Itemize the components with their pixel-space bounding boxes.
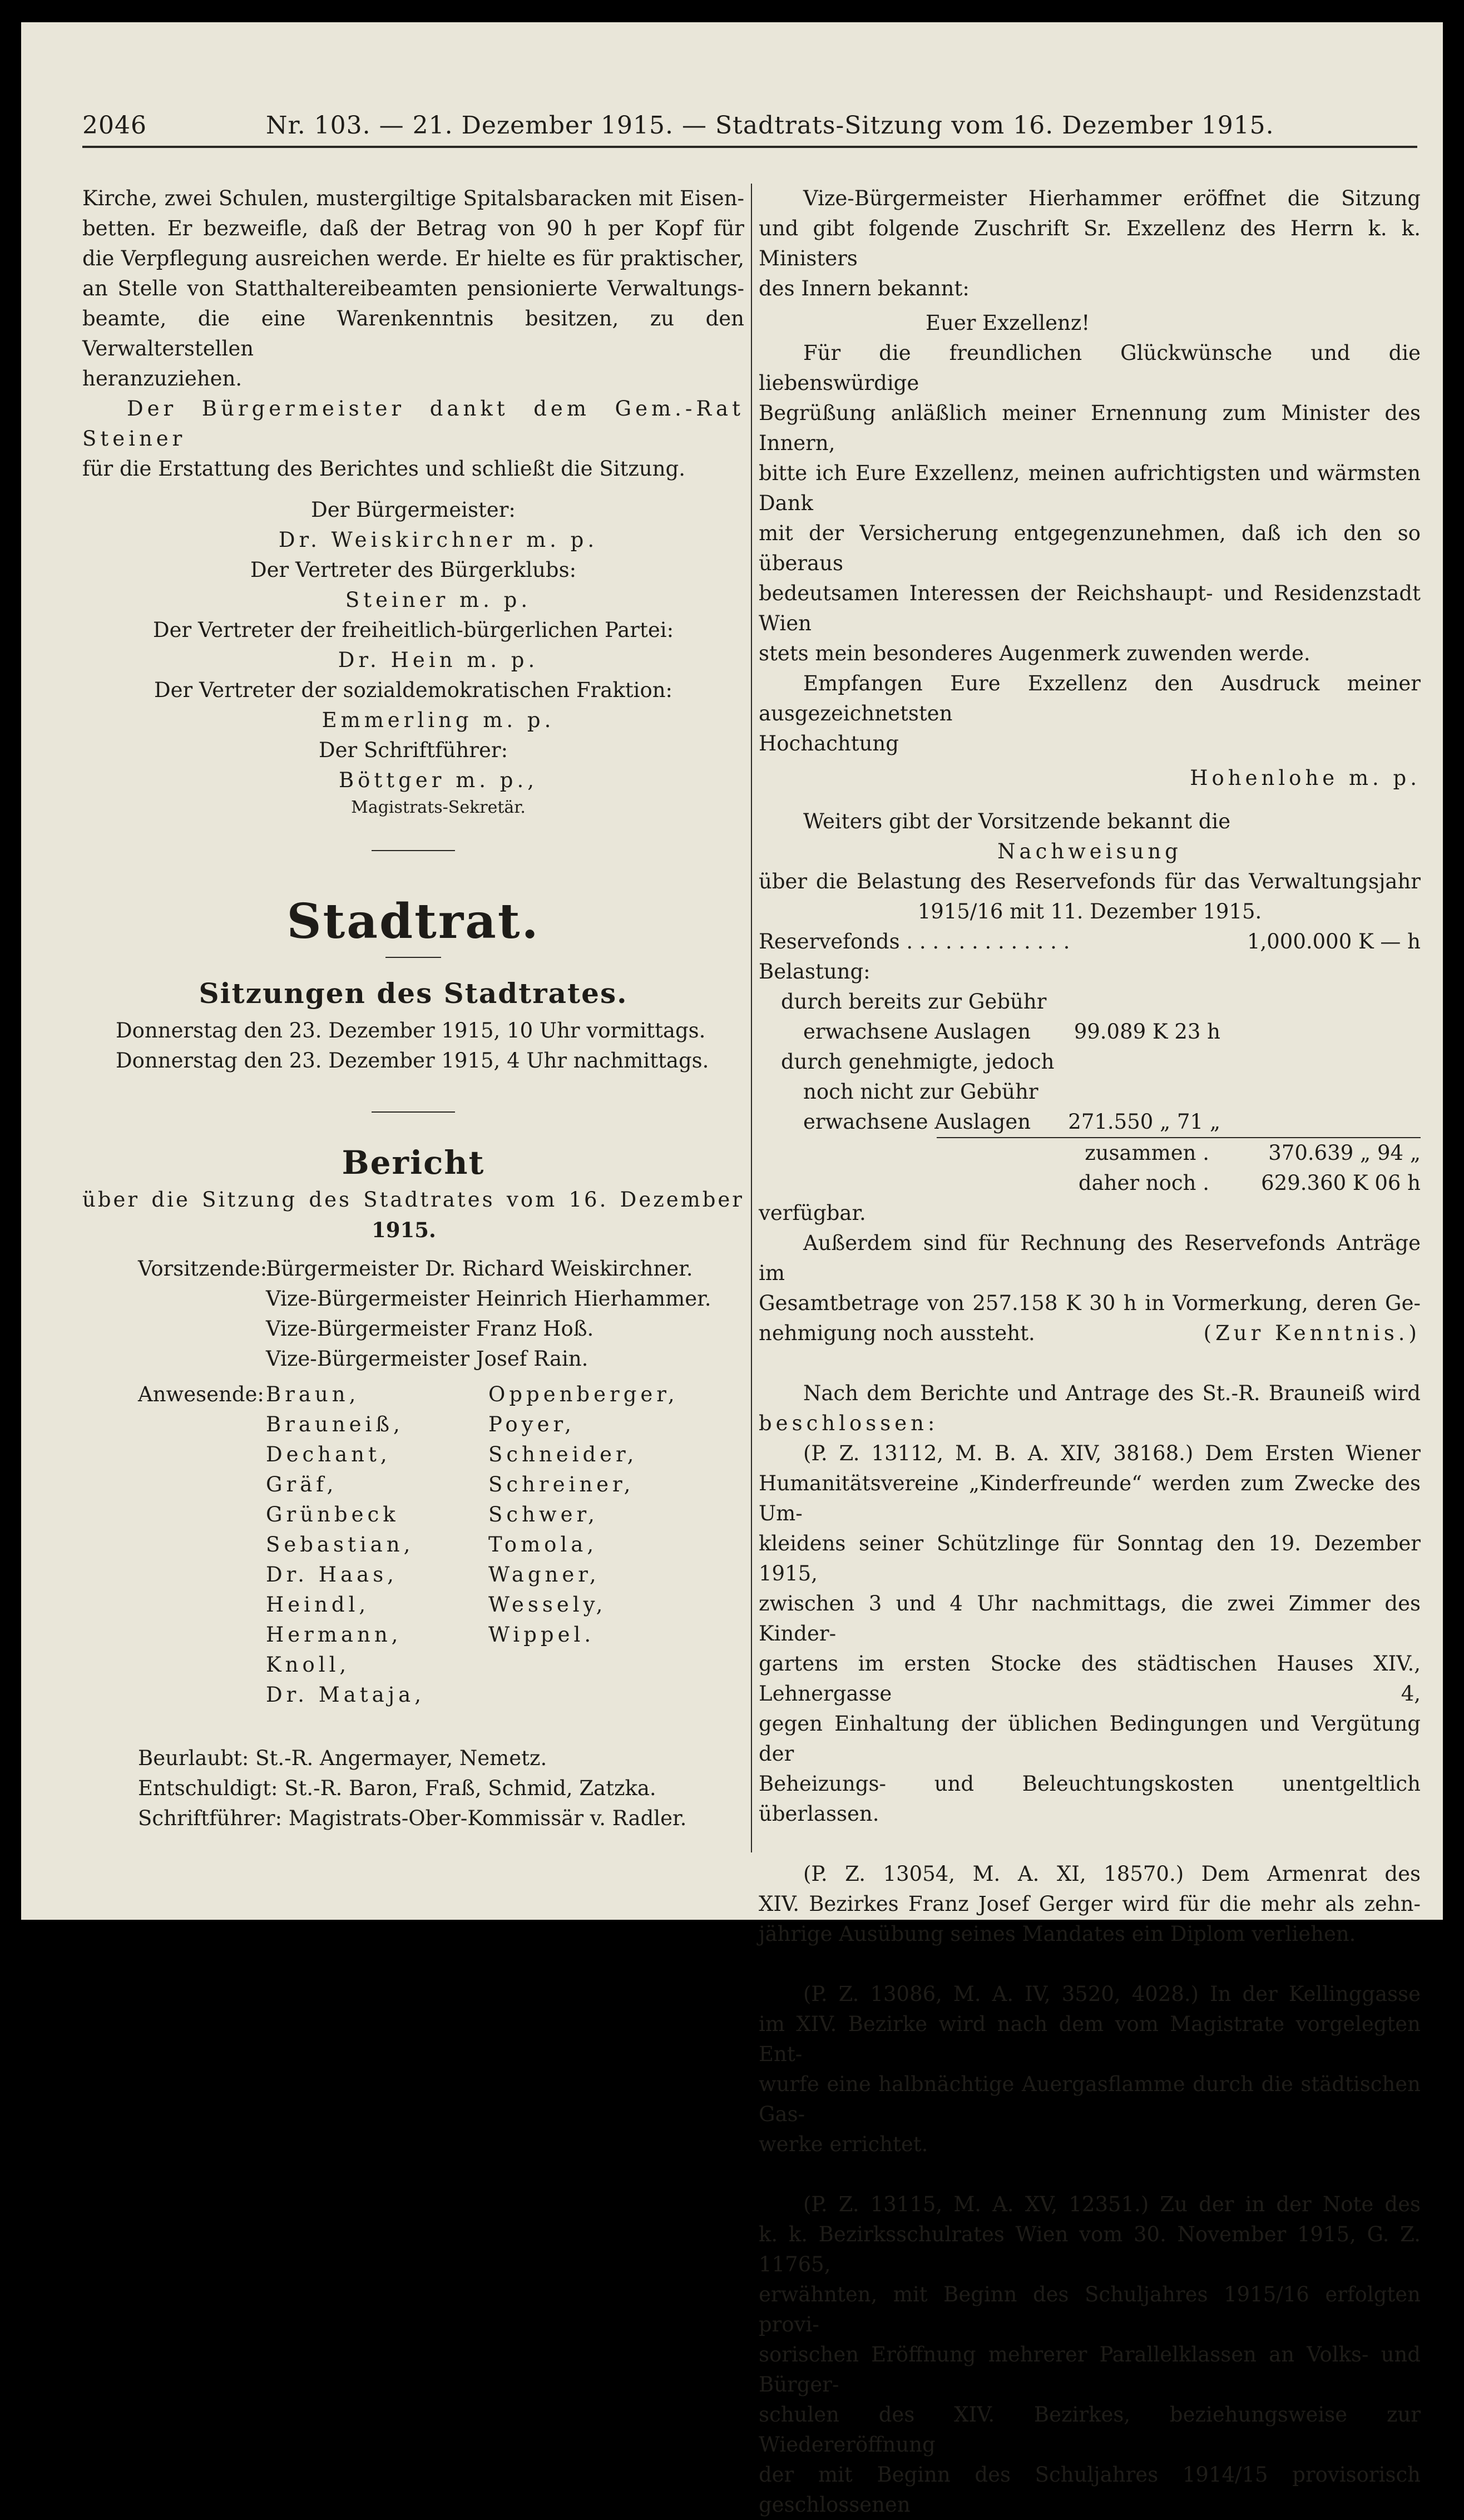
resolution-line: kleidens seiner Schützlinge für Sonntag den 19. Dezember 1915, xyxy=(759,1531,1421,1585)
attendees xyxy=(82,1380,744,1710)
resolution-line: der mit Beginn des Schuljahres 1914/15 provisorisch geschlossenen xyxy=(759,2463,1421,2517)
sitzungen-title: Sitzungen des Stadtrates. xyxy=(199,977,628,1010)
attendee: Knoll, xyxy=(266,1653,350,1677)
belastung-title: über die Belastung des Reservefonds für das Verwaltungsjahr xyxy=(759,869,1421,893)
section-title-stadtrat: Stadtrat. xyxy=(286,893,540,950)
item1-value: 99.089 K 23 h xyxy=(1074,1020,1220,1044)
signature-line: Der Vertreter der sozialdemokratischen Fraktion: xyxy=(154,678,673,702)
resolution-3 xyxy=(759,1979,1421,2129)
attendee: Schreiner, xyxy=(488,1473,635,1496)
text-line: Kirche, zwei Schulen, mustergiltige Spitalsbaracken mit Eisen- xyxy=(82,186,744,210)
mayor-closing-last: für die Erstattung des Berichtes und schließt die Sitzung. xyxy=(82,457,685,481)
resolution-2 xyxy=(759,1859,1421,1919)
nachweisung-title: Nachweisung xyxy=(997,839,1182,863)
attendee: Gräf, xyxy=(266,1473,338,1496)
belastung-label: Belastung: xyxy=(759,960,871,984)
resolution-4 xyxy=(759,2190,1421,2520)
report-ending-paragraph xyxy=(82,184,744,364)
letter-line: bitte ich Eure Exzellenz, meinen aufrichtigsten und wärmsten Dank xyxy=(759,461,1421,515)
letter-signer: Hohenlohe m. p. xyxy=(1190,766,1421,790)
sum-label: zusammen . xyxy=(1085,1141,1209,1165)
reservefonds-value: 1,000.000 K — h xyxy=(1247,930,1421,953)
attendee: Tomola, xyxy=(488,1533,598,1557)
letter-line: mit der Versicherung entgegenzunehmen, daß ich den so überaus xyxy=(759,521,1421,575)
signature-line: Dr. Weiskirchner m. p. xyxy=(278,528,599,552)
resolution-1-last: Beheizungs- und Beleuchtungskosten unentgeltlich überlassen. xyxy=(759,1772,1421,1826)
column-divider xyxy=(751,184,752,1852)
left-column xyxy=(82,184,744,1834)
mayor-closing-line: Der Bürgermeister dankt dem Gem.-Rat Steiner xyxy=(82,397,744,451)
item1-line2: erwachsene Auslagen xyxy=(803,1020,1031,1044)
sum-value: 370.639 „ 94 „ xyxy=(1268,1141,1421,1165)
resolution-line: im XIV. Bezirke wird nach dem vom Magistrate vorgelegten Ent- xyxy=(759,2012,1421,2066)
resolution-line: (P. Z. 13115, M. A. XV, 12351.) Zu der in der Note des xyxy=(803,2192,1421,2216)
item2-line1: durch genehmigte, jedoch xyxy=(781,1050,1055,1074)
separator xyxy=(372,1111,455,1113)
attendee: Schneider, xyxy=(488,1442,638,1466)
attendee: Oppenberger, xyxy=(488,1382,679,1406)
text-line: beamte, die eine Warenkenntnis besitzen, zu den Verwalterstellen xyxy=(82,307,744,360)
text-line: Gesamtbetrage von 257.158 K 30 h in Vormerkung, deren Ge- xyxy=(759,1291,1421,1315)
weiters-line: Weiters gibt der Vorsitzende bekannt die xyxy=(803,809,1231,833)
resolution-line: Humanitätsvereine „Kinderfreunde“ werden zum Zwecke des Um- xyxy=(759,1471,1421,1525)
absentees xyxy=(82,1743,744,1834)
document-page xyxy=(21,22,1443,2517)
signature-block xyxy=(82,495,744,795)
opening-paragraph xyxy=(759,184,1421,274)
chairs-list xyxy=(266,1254,744,1374)
sum-rule xyxy=(937,1137,1421,1138)
item2-value: 271.550 „ 71 „ xyxy=(1068,1110,1220,1134)
chair-line: Vize-Bürgermeister Josef Rain. xyxy=(266,1347,588,1371)
table-row-item2 xyxy=(759,1107,1421,1137)
resolution-line: XIV. Bezirkes Franz Josef Gerger wird für die mehr als zehn- xyxy=(759,1892,1421,1916)
attendee: Dr. Haas, xyxy=(266,1563,398,1587)
signature-line: Der Vertreter des Bürgerklubs: xyxy=(250,558,577,582)
attendee: Brauneiß, xyxy=(266,1412,404,1436)
ausserdem-last-row xyxy=(759,1318,1421,1348)
resolution-line: gartens im ersten Stocke des städtischen Hauses XIV., Lehnergasse 4, xyxy=(759,1652,1421,1706)
absent-line: Beurlaubt: St.-R. Angermayer, Nemetz. xyxy=(138,1746,547,1770)
resolution-line: k. k. Bezirksschulrates Wien vom 30. November 1915, G. Z. 11765, xyxy=(759,2222,1421,2276)
table-row-item1 xyxy=(759,1017,1421,1047)
separator xyxy=(372,850,455,851)
right-column xyxy=(759,184,1421,2520)
reserve-table xyxy=(759,927,1421,1198)
absent-line: Schriftführer: Magistrats-Ober-Kommissär v. Radler. xyxy=(138,1806,687,1830)
resolution-1 xyxy=(759,1439,1421,1769)
page-number: 2046 xyxy=(82,111,147,140)
attendee: Poyer, xyxy=(488,1412,575,1436)
signature-line: Böttger m. p., xyxy=(338,768,538,792)
signature-line: Emmerling m. p. xyxy=(322,708,555,732)
item2-line2: noch nicht zur Gebühr xyxy=(803,1080,1038,1104)
resolution-line: erwähnten, mit Beginn des Schuljahres 1915/16 erfolgten provi- xyxy=(759,2282,1421,2336)
sitzung-line: Donnerstag den 23. Dezember 1915, 10 Uhr vormittags. xyxy=(116,1019,706,1042)
resolution-line: schulen des XIV. Bezirkes, beziehungsweise zur Wiedereröffnung xyxy=(759,2403,1421,2457)
chair-line: Bürgermeister Dr. Richard Weiskirchner. xyxy=(266,1257,693,1281)
signature-line: Der Vertreter der freiheitlich-bürgerlichen Partei: xyxy=(152,618,674,642)
letter-line: bedeutsamen Interessen der Reichshaupt- und Residenzstadt Wien xyxy=(759,581,1421,635)
letter-body xyxy=(759,338,1421,639)
bericht-title: Bericht xyxy=(342,1144,485,1182)
chairs xyxy=(82,1254,744,1374)
signature-line: Der Schriftführer: xyxy=(318,738,508,762)
resolution-line: (P. Z. 13112, M. B. A. XIV, 38168.) Dem Ersten Wiener xyxy=(803,1441,1421,1465)
attendee: Dechant, xyxy=(266,1442,391,1466)
text-line: Außerdem sind für Rechnung des Reservefonds Anträge im xyxy=(759,1231,1421,1285)
letter-line: Begrüßung anläßlich meiner Ernennung zum Minister des Innern, xyxy=(759,401,1421,455)
bericht-subtitle-year: 1915. xyxy=(372,1218,436,1242)
attendee: Wagner, xyxy=(488,1563,600,1587)
signature-line: Der Bürgermeister: xyxy=(311,498,516,522)
signature-line: Dr. Hein m. p. xyxy=(338,648,539,672)
opening-last: des Innern bekannt: xyxy=(759,276,970,300)
item1-line1: durch bereits zur Gebühr xyxy=(781,990,1047,1014)
resolution-3-last: werke errichtet. xyxy=(759,2132,928,2156)
salutation: Euer Exzellenz! xyxy=(926,311,1090,335)
attendees-col-a xyxy=(266,1380,488,1710)
resolution-line: zwischen 3 und 4 Uhr nachmittags, die zwei Zimmer des Kinder- xyxy=(759,1592,1421,1646)
attendee: Braun, xyxy=(266,1382,360,1406)
chair-line: Vize-Bürgermeister Franz Hoß. xyxy=(266,1317,594,1341)
reservefonds-label: Reservefonds . . . . . . . . . . . . . xyxy=(759,930,1070,953)
chair-line: Vize-Bürgermeister Heinrich Hierhammer. xyxy=(266,1287,711,1311)
text-line: Vize-Bürgermeister Hierhammer eröffnet die Sitzung xyxy=(803,186,1421,210)
text-line: die Verpflegung ausreichen werde. Er hielte es für praktischer, xyxy=(82,246,744,270)
attendee: Grünbeck Sebastian, xyxy=(266,1503,414,1557)
text-line: betten. Er bezweifle, daß der Betrag von 90 h per Kopf für xyxy=(82,216,744,240)
table-row-sum xyxy=(759,1138,1421,1168)
attendee: Heindl, xyxy=(266,1593,370,1617)
letter-line: Für die freundlichen Glückwünsche und die liebenswürdige xyxy=(759,341,1421,395)
table-row-rest xyxy=(759,1168,1421,1198)
attendees-label: Anwesende: xyxy=(138,1382,264,1406)
attendee: Wessely, xyxy=(488,1593,607,1617)
absent-line: Entschuldigt: St.-R. Baron, Fraß, Schmid, Zatzka. xyxy=(138,1776,656,1800)
resolution-line: wurfe eine halbnächtige Auergasflamme durch die städtischen Gas- xyxy=(759,2072,1421,2126)
letter-greeting: Empfangen Eure Exzellenz den Ausdruck meiner ausgezeichnetsten xyxy=(759,671,1421,725)
verfuegbar: verfügbar. xyxy=(759,1201,866,1225)
resolution-2-last: jährige Ausübung seines Mandates ein Diplom verliehen. xyxy=(759,1922,1356,1946)
chairs-label: Vorsitzende: xyxy=(138,1257,268,1281)
report-ending-last-line: heranzuziehen. xyxy=(82,367,243,391)
ausserdem-last: nehmigung noch aussteht. xyxy=(759,1321,1035,1345)
header-title: Nr. 103. — 21. Dezember 1915. — Stadtrats-Sitzung vom 16. Dezember 1915. xyxy=(266,111,1274,140)
beschlossen: beschlossen: xyxy=(759,1411,939,1435)
signature-role: Magistrats-Sekretär. xyxy=(351,798,526,817)
table-row-reservefonds xyxy=(759,927,1421,957)
text-line: und gibt folgende Zuschrift Sr. Exzellenz des Herrn k. k. Ministers xyxy=(759,216,1421,270)
header-rule xyxy=(82,146,1417,148)
belastung-title-2: 1915/16 mit 11. Dezember 1915. xyxy=(917,900,1262,923)
sitzung-line: Donnerstag den 23. Dezember 1915, 4 Uhr nachmittags. xyxy=(116,1049,709,1073)
signature-line: Steiner m. p. xyxy=(345,588,532,612)
bericht-subtitle: über die Sitzung des Stadtrates vom 16. Dezember xyxy=(82,1188,744,1212)
resolution-line: (P. Z. 13054, M. A. XI, 18570.) Dem Armenrat des xyxy=(803,1862,1421,1886)
zur-kenntnis: (Zur Kenntnis.) xyxy=(1203,1321,1421,1345)
sitzungen-list xyxy=(82,1016,744,1076)
ausserdem-paragraph xyxy=(759,1228,1421,1318)
rest-label: daher noch . xyxy=(1078,1171,1209,1195)
letter-greeting-2: Hochachtung xyxy=(759,732,899,755)
text-line: an Stelle von Statthaltereibeamten pensionierte Verwaltungs- xyxy=(82,276,744,300)
attendee: Wippel. xyxy=(488,1623,595,1647)
attendee: Dr. Mataja, xyxy=(266,1683,425,1707)
separator xyxy=(385,957,441,958)
resolution-line: gegen Einhaltung der üblichen Bedingungen und Vergütung der xyxy=(759,1712,1421,1766)
attendee: Hermann, xyxy=(266,1623,402,1647)
attendees-col-b xyxy=(488,1380,744,1710)
item2-line3: erwachsene Auslagen xyxy=(803,1110,1031,1134)
rest-value: 629.360 K 06 h xyxy=(1261,1171,1421,1195)
letter-last: stets mein besonderes Augenmerk zuwenden werde. xyxy=(759,641,1310,665)
attendee: Schwer, xyxy=(488,1503,599,1526)
resolution-line: sorischen Eröffnung mehrerer Parallelklassen an Volks- und Bürger- xyxy=(759,2343,1421,2397)
nach-dem-line: Nach dem Berichte und Antrage des St.-R. Brauneiß wird xyxy=(803,1381,1421,1405)
resolution-line: (P. Z. 13086, M. A. IV, 3520, 4028.) In der Kellinggasse xyxy=(803,1982,1421,2006)
